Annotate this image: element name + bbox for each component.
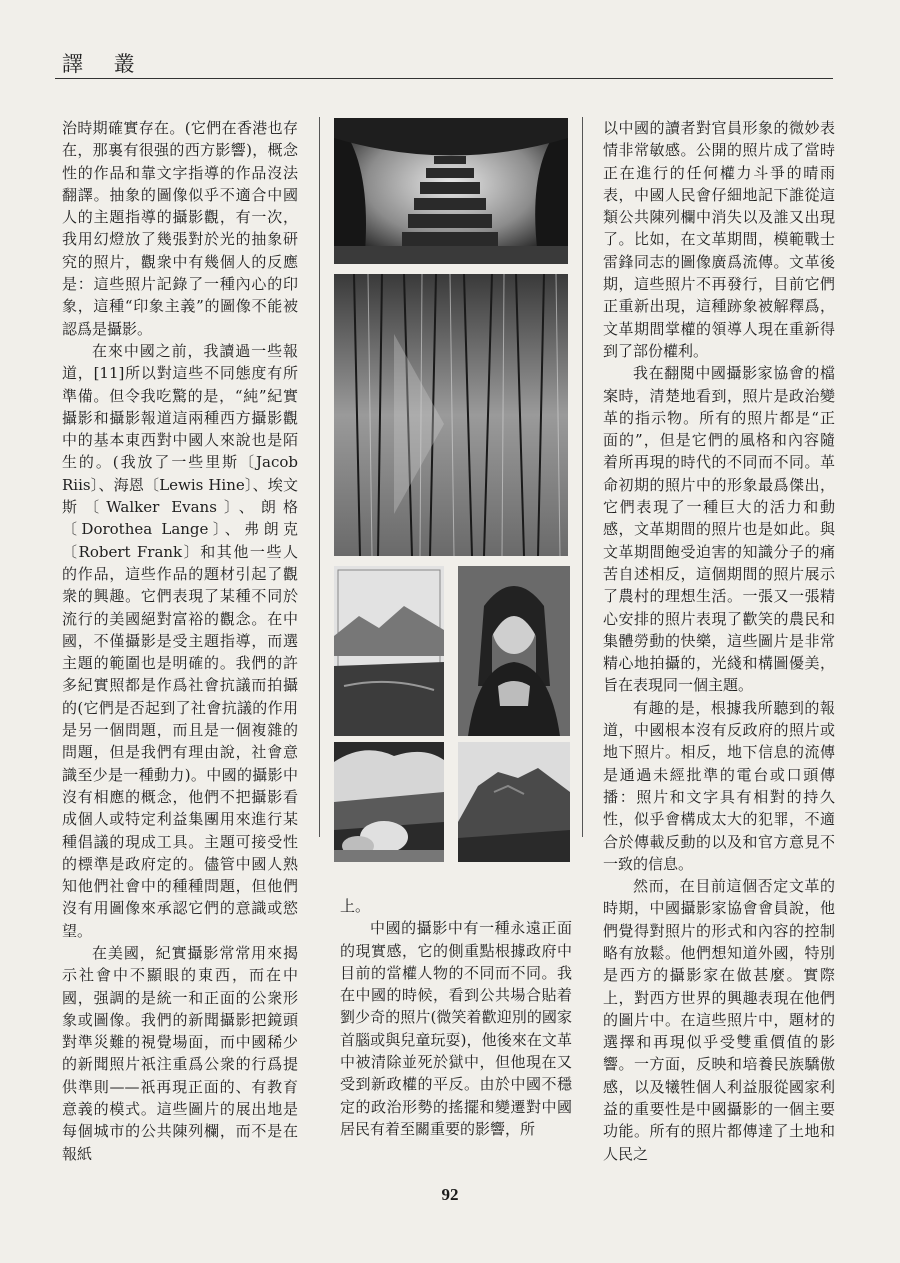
paragraph: 在來中國之前，我讀過一些報道，[11]所以對這些不同態度有所準備。但令我吃驚的是，“純”紀實攝影和攝影報道這兩種西方攝影觀中的基本東西對中國人來說也是陌生的。(我放了一些里斯〔Jacob Riis〕、海恩〔Lewis Hine〕、埃文斯〔Walker Evans〕、朗格〔Dorothea Lange〕、弗朗克〔Robert Frank〕和其他一些人的作品，這些作品的題材引起了觀衆的興趣。它們表現了某種不同於流行的美國絕對富裕的觀念。在中國，不僅攝影是受主題指導，而選主題的範圍也是明確的。我們的許多紀實照都是作爲社會抗議而拍攝的(它們是否起到了社會抗議的作用是另一個問題，而且是一個複雜的問題，但是我們有理由說，社會意識至少是一種動力)。中國的攝影中沒有相應的概念，他們不把攝影看成個人或特定利益集團用來進行某種倡議的現成工具。主題可接受性的標準是政府定的。儘管中國人熟知他們社會中的種種問題，但他們沒有用圖像來承認它們的意識或慾望。 <box>62 341 298 940</box>
mountain-photo <box>458 742 570 862</box>
column-divider <box>319 117 320 837</box>
paragraph: 上。 <box>340 897 371 915</box>
left-text-column <box>62 117 298 1165</box>
paragraph: 以中國的讀者對官員形象的微妙表情非常敏感。公開的照片成了當時正在進行的任何權力斗爭的晴雨表，中國人民會仔細地記下誰從這類公共陳列欄中消失以及誰又出現了。比如，在文革期間，模範戰士雷鋒同志的圖像廣爲流傳。文革後期，這些照片不再發行，目前它們正重新出現，這種跡象被解釋爲，文革期間掌權的領導人現在重新得到了部份權利。 <box>603 119 835 360</box>
pagoda-photo <box>334 118 568 264</box>
right-text-column <box>603 117 835 1165</box>
paragraph: 在美國，紀實攝影常常用來揭示社會中不顯眼的東西，而在中國，强調的是統一和正面的公衆形象或圖像。我們的新聞攝影把鏡頭對準災難的視覺場面，而中國稀少的新聞照片祇注重爲公衆的行爲提供準則——祇再現正面的、有教育意義的模式。這些圖片的展出地是每個城市的公共陳列欄，而不是在報紙 <box>62 943 298 1163</box>
paragraph: 治時期確實存在。(它們在香港也存在，那裏有很强的西方影響)，概念性的作品和靠文字指導的作品沒法翻譯。抽象的圖像似乎不適合中國人的主題指導的攝影觀，有一次，我用幻燈放了幾張對於光的抽象研究的照片，觀衆中有幾個人的反應是：這些照片記錄了一種內心的印象，這種“印象主義”的圖像不能被認爲是攝影。 <box>62 119 298 338</box>
portrait-photo <box>458 566 570 736</box>
header-divider <box>55 78 833 79</box>
paragraph: 中國的攝影中有一種永遠正面的現實感，它的側重點根據政府中目前的當權人物的不同而不同。我在中國的時候，看到公共場合貼着劉少奇的照片(微笑着歡迎別的國家首腦或與兒童玩耍)，他後來在文革中被清除並死於獄中，但他現在又受到新政權的平反。由於中國不穩定的政治形勢的搖擺和變遷對中國居民有着至關重要的影響，所 <box>340 919 572 1138</box>
bamboo-photo <box>334 274 568 556</box>
section-title: 譯 叢 <box>62 52 147 76</box>
paragraph: 有趣的是，根據我所聽到的報道，中國根本沒有反政府的照片或地下照片。相反，地下信息的流傳是通過未經批準的電台或口頭傳播：照片和文字具有相對的持久性，似乎會構成太大的犯罪，不適合於傳載反動的以及和官方意見不一致的信息。 <box>603 698 835 873</box>
page-number: 92 <box>441 1185 459 1204</box>
cloud-figures-photo <box>334 742 444 862</box>
paragraph: 然而，在目前這個否定文革的時期，中國攝影家協會會員說，他們覺得對照片的形式和內容的控制略有放鬆。他們想知道外國，特別是西方的攝影家在做甚麼。實際上，對西方世界的興趣表現在他們的圖片中。在這些照片中，題材的選擇和再現似乎受雙重價值的影響。一方面，反映和培養民族驕傲感，以及犧牲個人利益服從國家利益的重要性是中國攝影的一個主要功能。所有的照片都傳達了土地和人民之 <box>603 877 835 1163</box>
landscape-painting-photo <box>334 566 444 736</box>
column-divider <box>582 117 583 837</box>
paragraph: 我在翻閱中國攝影家協會的檔案時，清楚地看到，照片是政治變革的指示物。所有的照片都是“正面的”，但是它們的風格和內容隨着所再現的時代的不同而不同。革命初期的照片中的形象最爲傑出，它們表現了一種巨大的活力和動感，文革期間的照片也是如此。與文革期間飽受迫害的知識分子的痛苦自述相反，這個期間的照片展示了農村的理想生活。一張又一張精心安排的照片表現了歡笑的農民和集體勞動的快樂，這些圖片是非常精心地拍攝的，光綫和構圖優美，旨在表現同一個主題。 <box>603 364 835 695</box>
middle-text-column <box>340 895 572 1140</box>
